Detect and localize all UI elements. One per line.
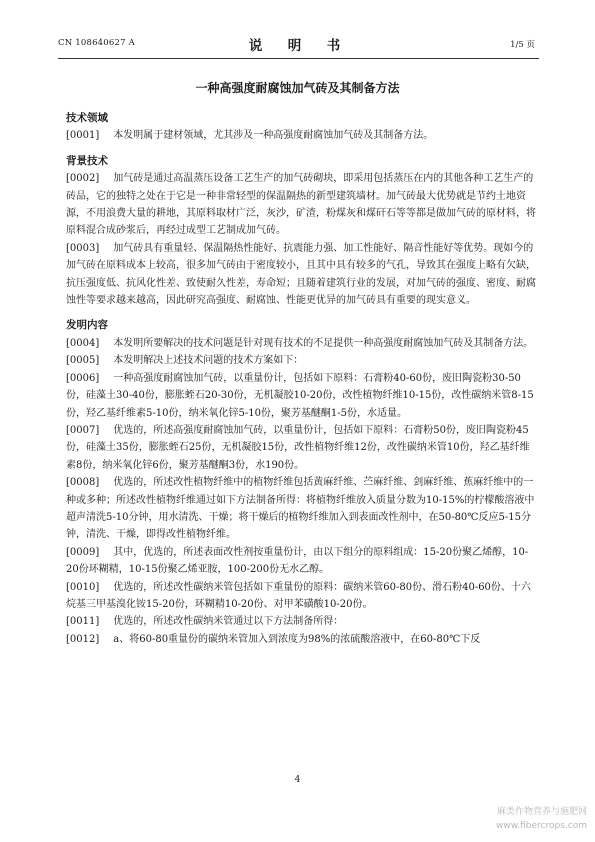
paragraph-number: [0008]: [66, 477, 100, 489]
document-body: [66, 110, 538, 648]
section-heading-tech-field: 技术领域: [66, 112, 108, 124]
paragraph-0008: [66, 474, 538, 544]
paragraph-number: [0004]: [66, 337, 100, 349]
watermark-url: www.fibercrops.com: [496, 821, 587, 831]
paragraph-text: a、将60-80重量份的碳纳米管加入到浓度为98%的浓硫酸溶液中，在60-80℃下反: [113, 633, 481, 645]
paragraph-0011: [66, 613, 538, 630]
page-header: [0, 34, 595, 54]
patent-number: CN 108640627 A: [58, 38, 135, 48]
paragraph-0006: [66, 370, 538, 422]
page-number: 4: [294, 775, 301, 785]
paragraph-number: [0006]: [66, 372, 100, 384]
paragraph-0003: [66, 240, 538, 310]
paragraph-text: 其中，优选的，所述表面改性剂按重量份计，由以下组分的原料组成：15-20份聚乙烯醇，10-20份环糊精，10-15份聚乙烯亚胺，100-200份无水乙醇。: [66, 546, 529, 576]
paragraph-0005: [66, 352, 538, 369]
paragraph-number: [0003]: [66, 242, 100, 254]
paragraph-0012: [66, 631, 538, 648]
paragraph-number: [0002]: [66, 173, 100, 185]
paragraph-0004: [66, 335, 538, 352]
paragraph-text: 优选的，所述改性碳纳米管通过以下方法制备所得：: [113, 616, 344, 628]
paragraph-text: 优选的，所述高强度耐腐蚀加气砖，以重量份计，包括如下原料：石膏粉50份，废旧陶瓷粉45份，硅藻土35份，膨胀蛭石25份，无机凝胶15份，改性植物纤维12份，改性碳纳米管10份，羟乙基纤维素8份，纳米氧化锌6份，聚芳基醚酮3份，水190份。: [66, 424, 530, 471]
paragraph-number: [0007]: [66, 424, 100, 436]
paragraph-text: 加气砖是通过高温蒸压设备工艺生产的加气砖砌块，即采用包括蒸压在内的其他各种工艺生产的砖品，它的独特之处在于它是一种非常轻型的保温隔热的新型建筑墙材。加气砖最大优势就是节约土地资源，不用浪费大量的耕地，其原料取材广泛，灰沙，矿渣，粉煤灰和煤矸石等等都是做加气砖的原材料，将原料混合成砂浆后，再经过成型工艺制成加气砖。: [66, 173, 536, 237]
section-heading-invention: 发明内容: [66, 319, 108, 332]
paragraph-0010: [66, 579, 538, 614]
header-divider: [58, 58, 539, 59]
document-title: 一种高强度耐腐蚀加气砖及其制备方法: [195, 81, 400, 95]
paragraph-text: 优选的，所述改性碳纳米管包括如下重量份的原料：碳纳米管60-80份、滑石粉40-60份、十六烷基三甲基溴化铵15-20份，环糊精10-20份、对甲苯磺酸10-20份。: [66, 581, 531, 610]
page-indicator: 1/5 页: [510, 40, 535, 50]
paragraph-0007: [66, 422, 538, 474]
paragraph-0009: [66, 544, 538, 579]
paragraph-number: [0012]: [66, 633, 100, 645]
site-watermark: [496, 805, 587, 833]
paragraph-number: [0009]: [66, 546, 100, 558]
document-type-heading: 说 明 书: [248, 38, 347, 54]
paragraph-0002: [66, 170, 538, 240]
paragraph-text: 本发明所要解决的技术问题是针对现有技术的不足提供一种高强度耐腐蚀加气砖及其制备方法。: [113, 337, 534, 349]
paragraph-number: [0011]: [66, 616, 100, 628]
paragraph-number: [0001]: [66, 130, 100, 142]
paragraph-text: 本发明属于建材领域，尤其涉及一种高强度耐腐蚀加气砖及其制备方法。: [113, 130, 434, 142]
paragraph-text: 本发明解决上述技术问题的技术方案如下：: [113, 355, 304, 367]
watermark-site-name: 麻类作物营养与施肥网: [496, 807, 587, 817]
section-heading-background: 背景技术: [66, 154, 108, 167]
paragraph-text: 优选的，所述改性植物纤维中的植物纤维包括黄麻纤维、苎麻纤维、剑麻纤维、蕉麻纤维中的一种或多种；所述改性植物纤维通过如下方法制备所得：将植物纤维放入质量分数为10-15%的柠檬酸溶液中超声清洗5-10分钟，用水清洗、干燥；将干燥后的植物纤维加入到表面改性剂中，在50-80℃反应5-15分钟，清洗、干燥，即得改性植物纤维。: [66, 477, 535, 541]
paragraph-number: [0010]: [66, 581, 100, 593]
paragraph-0001: [66, 127, 538, 144]
paragraph-text: 一种高强度耐腐蚀加气砖，以重量份计，包括如下原料：石膏粉40-60份，废旧陶瓷粉30-50份，硅藻土30-40份，膨胀蛭石20-30份，无机凝胶10-20份，改性植物纤维10-15份，改性碳纳米管8-15份，羟乙基纤维素5-10份，纳米氧化锌5-10份，聚芳基醚酮1-5份，水适量。: [66, 372, 534, 419]
paragraph-number: [0005]: [66, 355, 100, 367]
paragraph-text: 加气砖具有重量轻、保温隔热性能好、抗震能力强、加工性能好、隔音性能好等优势。现如今的加气砖在原料成本上较高，很多加气砖由于密度较小，且其中具有较多的气孔，导致其在强度上略有欠缺，抗压强度低、抗风化性差、致使耐久性差，寿命短；且随着建筑行业的发展，对加气砖的强度、密度、耐腐蚀性等要求越来越高，因此研究高强度、耐腐蚀、性能更优异的加气砖具有重要的现实意义。: [66, 242, 536, 307]
